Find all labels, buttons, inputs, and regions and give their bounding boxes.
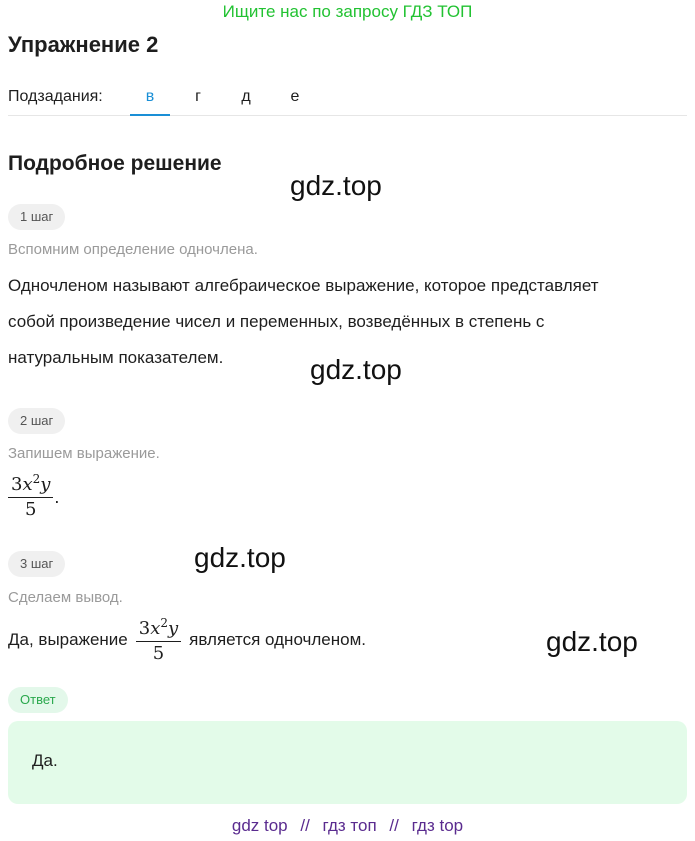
footer-separator: // bbox=[389, 816, 399, 835]
subtasks-label: Подзадания: bbox=[8, 88, 103, 105]
fraction bbox=[8, 472, 53, 520]
page-title: Упражнение 2 bbox=[8, 32, 159, 57]
step-badge: 3 шаг bbox=[8, 551, 65, 577]
footer-links bbox=[0, 816, 695, 836]
watermark: gdz.top bbox=[194, 542, 286, 573]
tab-subtask-g[interactable]: г bbox=[195, 88, 201, 105]
fraction-numerator: $3x^2y$ bbox=[8, 472, 53, 498]
footer-link[interactable]: гдз top bbox=[411, 816, 464, 835]
step-hint: Сделаем вывод. bbox=[8, 589, 123, 606]
tab-subtask-d[interactable]: д bbox=[241, 88, 251, 105]
step-badge: 1 шаг bbox=[8, 204, 65, 230]
answer-box bbox=[8, 721, 687, 804]
fraction bbox=[136, 616, 181, 664]
watermark: gdz.top bbox=[290, 170, 382, 201]
watermark: gdz.top bbox=[546, 626, 638, 657]
watermark: gdz.top bbox=[310, 354, 402, 385]
top-banner: Ищите нас по запросу ГДЗ ТОП bbox=[222, 2, 473, 21]
conclusion-text-before: Да, выражение bbox=[8, 630, 128, 649]
tab-subtask-e[interactable]: е bbox=[290, 88, 300, 105]
footer-link[interactable]: гдз топ bbox=[322, 816, 377, 835]
section-title: Подробное решение bbox=[8, 152, 222, 175]
formula-period: . bbox=[54, 487, 60, 507]
subtasks-tabs bbox=[8, 84, 687, 116]
fraction-denominator: 5 bbox=[152, 643, 165, 664]
expression-formula bbox=[8, 472, 59, 520]
footer-link[interactable]: gdz top bbox=[231, 816, 288, 835]
definition-line: натуральным показателем. bbox=[8, 348, 224, 367]
fraction-numerator: $3x^2y$ bbox=[136, 616, 181, 642]
fraction-denominator: 5 bbox=[24, 499, 37, 520]
answer-text: Да. bbox=[32, 751, 58, 770]
step-hint: Вспомним определение одночлена. bbox=[8, 241, 258, 258]
tab-subtask-v[interactable]: в bbox=[130, 88, 170, 116]
step-badge: 2 шаг bbox=[8, 408, 65, 434]
definition-line: собой произведение чисел и переменных, возведённых в степень с bbox=[8, 312, 545, 331]
conclusion-text-after: является одночленом. bbox=[189, 630, 367, 649]
definition-line: Одночленом называют алгебраическое выражение, которое представляет bbox=[8, 276, 599, 295]
step-hint: Запишем выражение. bbox=[8, 445, 160, 462]
footer-separator: // bbox=[300, 816, 310, 835]
answer-badge: Ответ bbox=[8, 687, 68, 713]
conclusion bbox=[8, 616, 366, 664]
